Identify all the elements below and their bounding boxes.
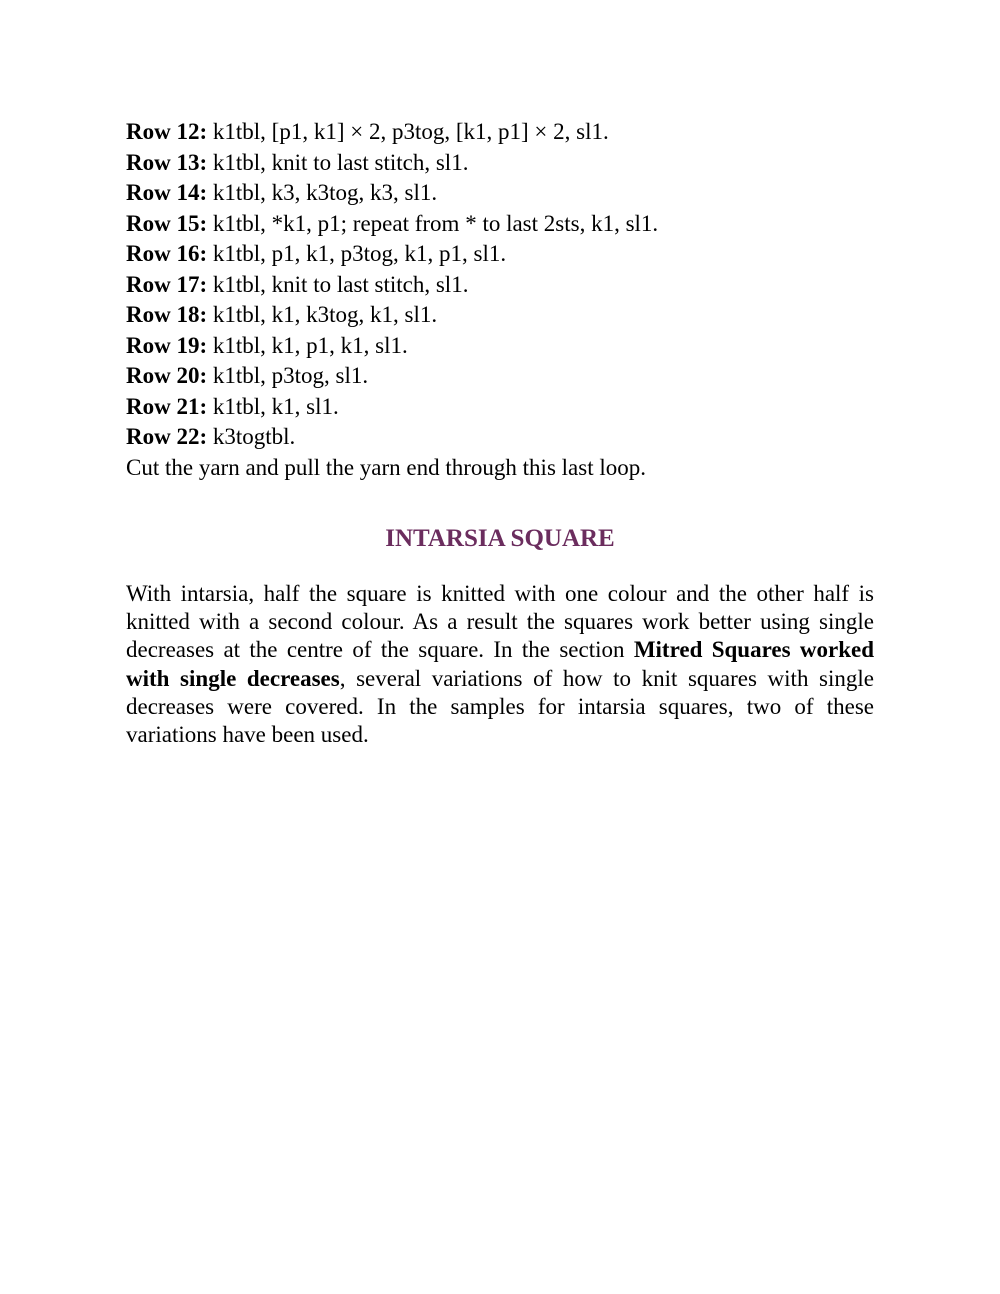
row-label: Row 16: bbox=[126, 241, 208, 266]
row-label: Row 13: bbox=[126, 149, 208, 175]
document-page bbox=[126, 117, 874, 749]
row-text: k3togtbl. bbox=[207, 424, 296, 449]
row-text: k1tbl, k1, k3tog, k1, sl1. bbox=[207, 302, 438, 327]
row-text: k1tbl, p1, k1, p3tog, k1, p1, sl1. bbox=[207, 241, 507, 266]
row-instruction bbox=[126, 300, 874, 331]
section-reference: Mitred Squares worked with single decreases bbox=[126, 637, 874, 691]
row-instruction bbox=[126, 209, 874, 240]
row-instructions bbox=[126, 117, 874, 483]
row-text: k1tbl, p3tog, sl1. bbox=[207, 363, 369, 388]
row-label: Row 21: bbox=[126, 393, 208, 419]
row-text: k1tbl, k1, sl1. bbox=[207, 393, 339, 419]
row-label: Row 12: bbox=[126, 119, 208, 144]
row-instruction bbox=[126, 239, 874, 270]
row-label: Row 15: bbox=[126, 210, 208, 236]
row-text: k1tbl, *k1, p1; repeat from * to last 2sts, k1, sl1. bbox=[207, 210, 659, 236]
row-text: k1tbl, knit to last stitch, sl1. bbox=[207, 271, 469, 297]
row-label: Row 18: bbox=[126, 302, 208, 327]
row-label: Row 14: bbox=[126, 180, 208, 205]
row-text: k1tbl, [p1, k1] × 2, p3tog, [k1, p1] × 2, sl1. bbox=[207, 119, 609, 144]
row-instruction bbox=[126, 392, 874, 423]
row-text: k1tbl, knit to last stitch, sl1. bbox=[207, 149, 469, 175]
row-instruction bbox=[126, 178, 874, 209]
section-title: INTARSIA SQUARE bbox=[385, 525, 615, 552]
row-text: k1tbl, k3, k3tog, k3, sl1. bbox=[207, 180, 438, 205]
paragraph-text-end: , several variations of how to knit squares with single decreases were covered. In the samples for intarsia squares, two of these variations have been used. bbox=[126, 665, 874, 748]
paragraph-text-start: With intarsia, half the square is knitted with one colour and the other half is knitted with a second colour. As a result the squares work better using single decreases at the centre of the square. In the section bbox=[126, 581, 874, 663]
row-instruction bbox=[126, 270, 874, 301]
row-instruction bbox=[126, 361, 874, 392]
row-label: Row 17: bbox=[126, 271, 208, 297]
row-text: k1tbl, k1, p1, k1, sl1. bbox=[207, 332, 408, 358]
row-label: Row 20: bbox=[126, 363, 208, 388]
row-instruction bbox=[126, 331, 874, 362]
row-instruction bbox=[126, 117, 874, 148]
row-instruction bbox=[126, 422, 874, 453]
row-label: Row 22: bbox=[126, 424, 208, 449]
row-instruction bbox=[126, 148, 874, 179]
section-paragraph bbox=[126, 580, 874, 749]
closing-instruction: Cut the yarn and pull the yarn end through this last loop. bbox=[126, 454, 646, 480]
row-label: Row 19: bbox=[126, 332, 208, 358]
